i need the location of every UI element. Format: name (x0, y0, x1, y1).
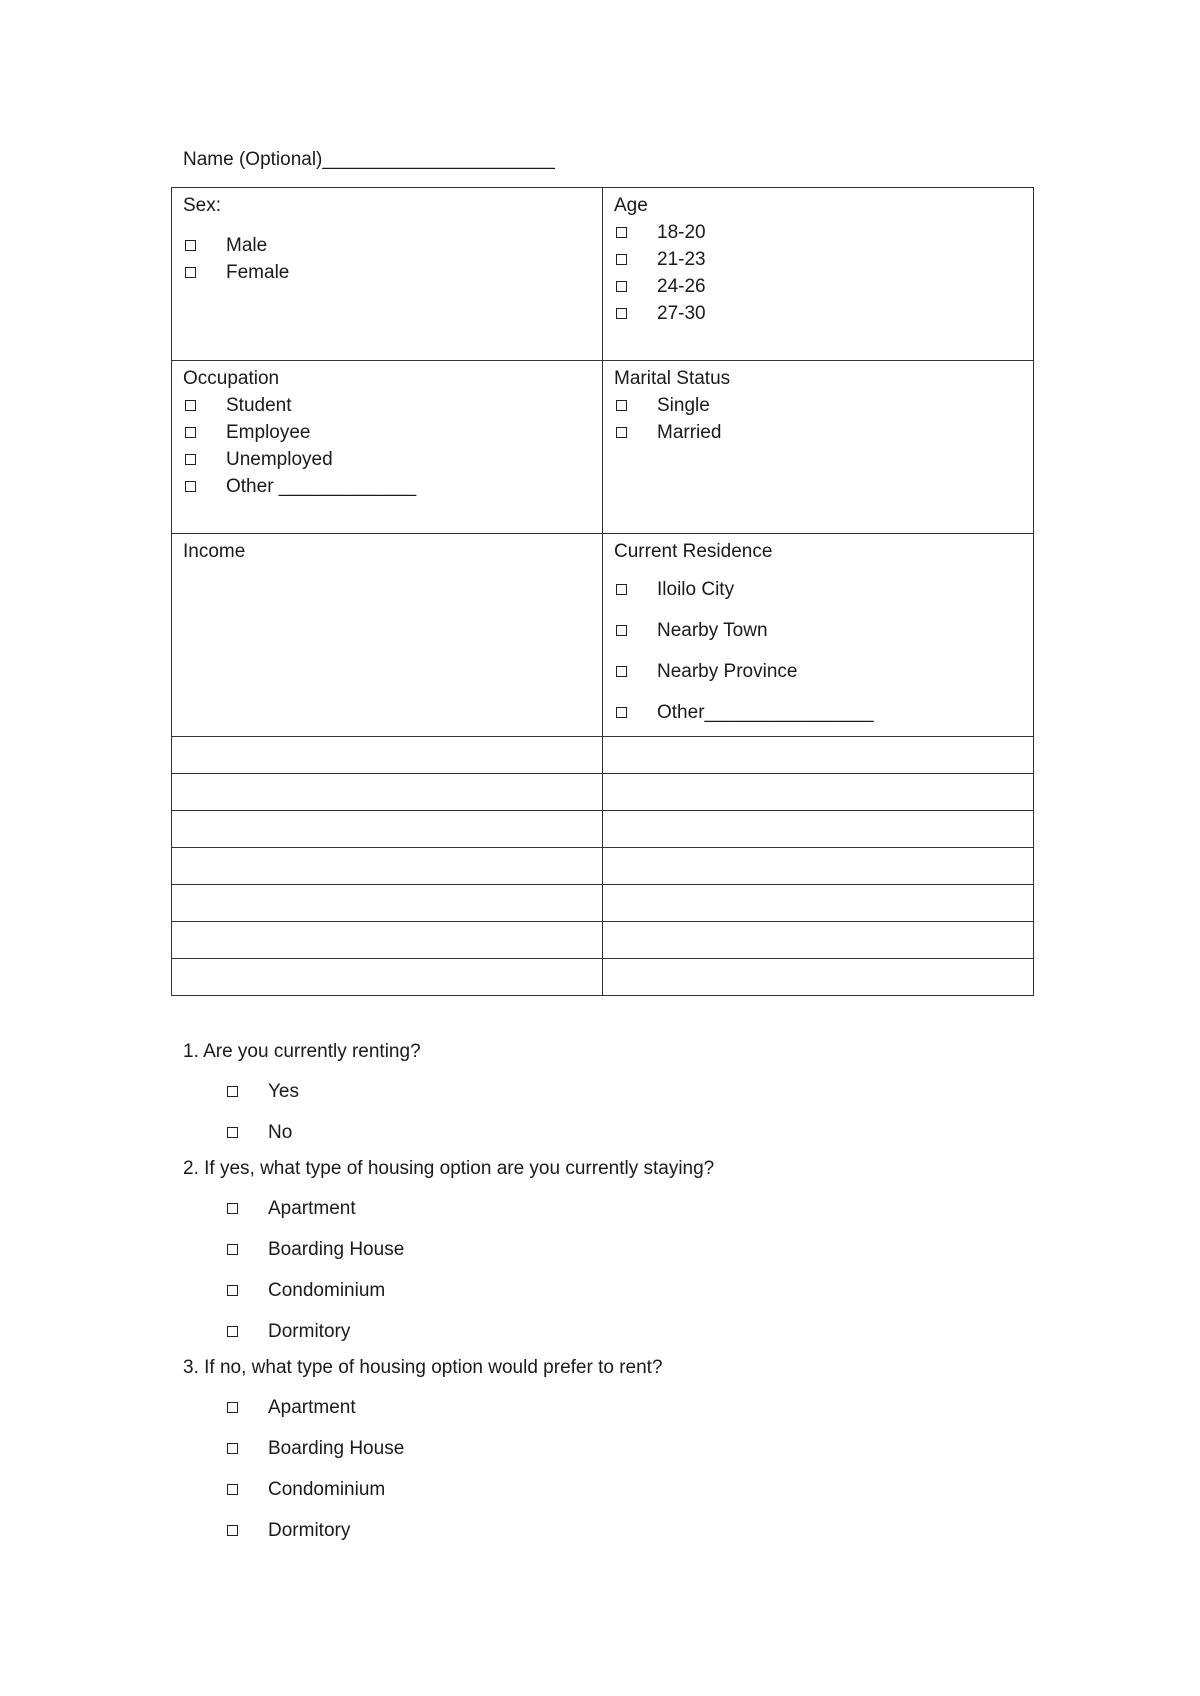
current-residence-cell (603, 534, 1034, 737)
answer-option-yes[interactable]: Yes (225, 1071, 1033, 1112)
checkbox-icon[interactable] (185, 481, 196, 492)
question-text: 2. If yes, what type of housing option are you currently staying? (183, 1158, 715, 1179)
blank-cell[interactable] (603, 811, 1034, 848)
checkbox-icon[interactable] (227, 1244, 238, 1255)
blank-cell[interactable] (172, 959, 603, 996)
marital-option-single[interactable]: Single (614, 392, 1022, 419)
questions-section (183, 1040, 1033, 1555)
name-field[interactable]: Name (Optional)______________________ (183, 149, 555, 170)
income-cell[interactable] (172, 534, 603, 737)
answer-option-boarding-house[interactable]: Boarding House (225, 1428, 1033, 1469)
checkbox-icon[interactable] (227, 1484, 238, 1495)
checkbox-icon[interactable] (227, 1086, 238, 1097)
answer-option-dormitory[interactable]: Dormitory (225, 1311, 1033, 1352)
blank-cell[interactable] (603, 774, 1034, 811)
checkbox-icon[interactable] (616, 707, 627, 718)
age-option-27-30[interactable]: 27-30 (614, 300, 1022, 327)
question-1 (183, 1040, 1033, 1157)
age-option-18-20[interactable]: 18-20 (614, 219, 1022, 246)
blank-cell[interactable] (172, 811, 603, 848)
checkbox-icon[interactable] (616, 427, 627, 438)
answer-option-condominium[interactable]: Condominium (225, 1270, 1033, 1311)
sex-cell (172, 188, 603, 361)
blank-cell[interactable] (172, 774, 603, 811)
income-label: Income (183, 541, 246, 562)
checkbox-icon[interactable] (227, 1127, 238, 1138)
checkbox-icon[interactable] (616, 281, 627, 292)
answer-option-no[interactable]: No (225, 1112, 1033, 1153)
residence-option-nearby-province[interactable]: Nearby Province (614, 658, 1022, 685)
question-2 (183, 1157, 1033, 1356)
occupation-label: Occupation (183, 368, 280, 389)
current-residence-label: Current Residence (614, 541, 773, 562)
checkbox-icon[interactable] (227, 1326, 238, 1337)
checkbox-icon[interactable] (185, 267, 196, 278)
occupation-option-other[interactable]: Other _____________ (183, 473, 591, 500)
answer-option-apartment[interactable]: Apartment (225, 1188, 1033, 1229)
checkbox-icon[interactable] (227, 1285, 238, 1296)
checkbox-icon[interactable] (616, 254, 627, 265)
demographics-table (171, 187, 1034, 996)
residence-option-nearby-town[interactable]: Nearby Town (614, 617, 1022, 644)
checkbox-icon[interactable] (185, 400, 196, 411)
age-option-21-23[interactable]: 21-23 (614, 246, 1022, 273)
question-3 (183, 1356, 1033, 1555)
marital-status-cell (603, 361, 1034, 534)
blank-cell[interactable] (172, 737, 603, 774)
checkbox-icon[interactable] (227, 1402, 238, 1413)
age-label: Age (614, 195, 648, 216)
checkbox-icon[interactable] (185, 427, 196, 438)
marital-status-label: Marital Status (614, 368, 731, 389)
occupation-option-employee[interactable]: Employee (183, 419, 591, 446)
checkbox-icon[interactable] (616, 400, 627, 411)
blank-cell[interactable] (603, 885, 1034, 922)
sex-label: Sex: (183, 195, 222, 216)
blank-cell[interactable] (603, 959, 1034, 996)
occupation-option-student[interactable]: Student (183, 392, 591, 419)
checkbox-icon[interactable] (616, 625, 627, 636)
answer-option-dormitory[interactable]: Dormitory (225, 1510, 1033, 1551)
checkbox-icon[interactable] (185, 454, 196, 465)
answer-option-boarding-house[interactable]: Boarding House (225, 1229, 1033, 1270)
blank-cell[interactable] (172, 848, 603, 885)
blank-cell[interactable] (603, 737, 1034, 774)
blank-cell[interactable] (172, 922, 603, 959)
sex-option-male[interactable]: Male (183, 232, 591, 259)
age-cell (603, 188, 1034, 361)
checkbox-icon[interactable] (227, 1525, 238, 1536)
blank-cell[interactable] (603, 922, 1034, 959)
question-text: 3. If no, what type of housing option would prefer to rent? (183, 1357, 663, 1378)
checkbox-icon[interactable] (616, 584, 627, 595)
checkbox-icon[interactable] (185, 240, 196, 251)
checkbox-icon[interactable] (227, 1203, 238, 1214)
blank-cell[interactable] (172, 885, 603, 922)
checkbox-icon[interactable] (616, 666, 627, 677)
residence-option-other[interactable]: Other________________ (614, 699, 1022, 726)
question-text: 1. Are you currently renting? (183, 1041, 421, 1062)
answer-option-condominium[interactable]: Condominium (225, 1469, 1033, 1510)
marital-option-married[interactable]: Married (614, 419, 1022, 446)
occupation-cell (172, 361, 603, 534)
age-option-24-26[interactable]: 24-26 (614, 273, 1022, 300)
blank-cell[interactable] (603, 848, 1034, 885)
checkbox-icon[interactable] (616, 227, 627, 238)
checkbox-icon[interactable] (227, 1443, 238, 1454)
answer-option-apartment[interactable]: Apartment (225, 1387, 1033, 1428)
residence-option-iloilo-city[interactable]: Iloilo City (614, 576, 1022, 603)
checkbox-icon[interactable] (616, 308, 627, 319)
occupation-option-unemployed[interactable]: Unemployed (183, 446, 591, 473)
sex-option-female[interactable]: Female (183, 259, 591, 286)
